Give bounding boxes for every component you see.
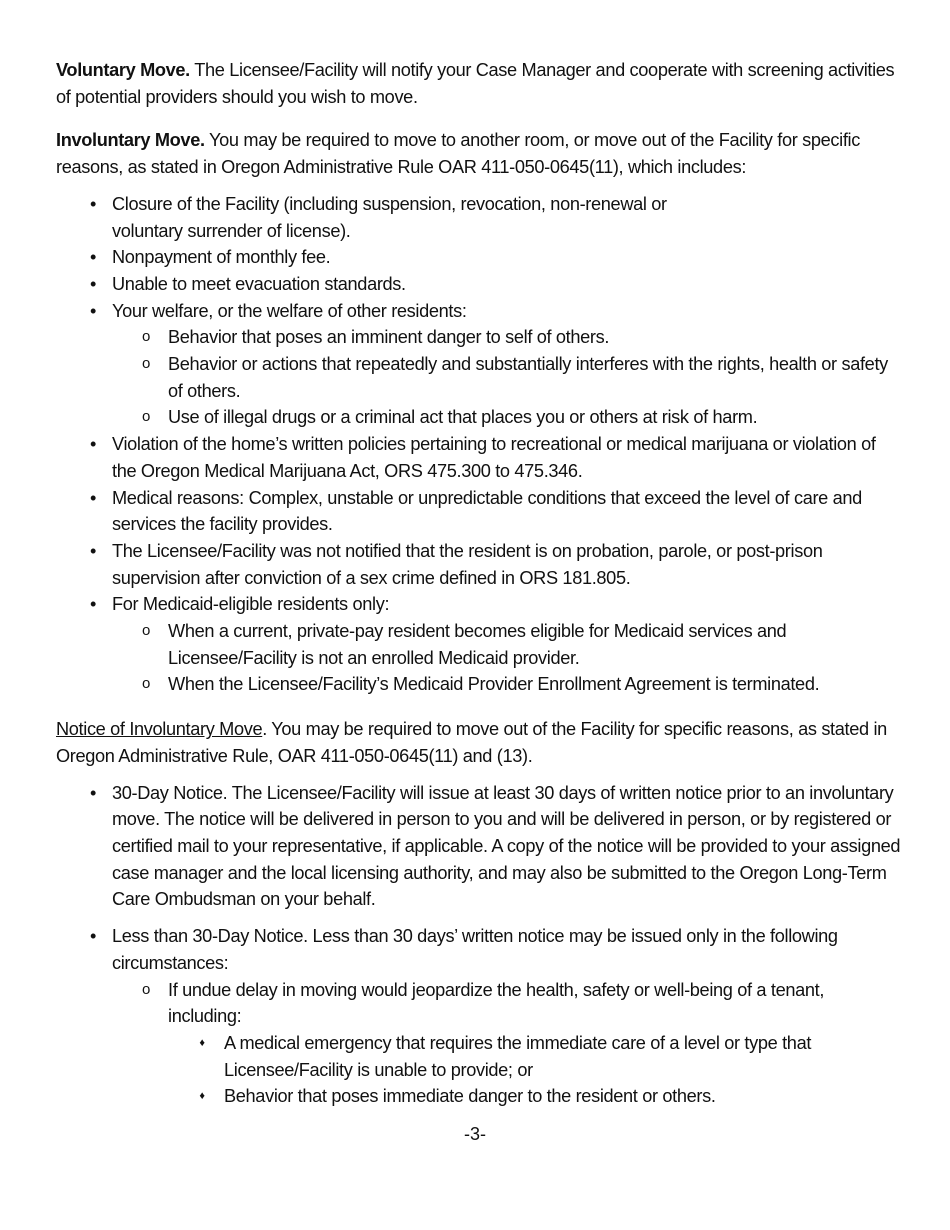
bullet-icon: •: [89, 434, 97, 455]
list-item: [168, 1030, 902, 1083]
evacuation-reason: Unable to meet evacuation standards.: [112, 273, 406, 294]
list-item: [112, 404, 902, 431]
undue-delay-item: If undue delay in moving would jeopardize the health, safety or well-being of a tenant, including:: [168, 979, 825, 1027]
voluntary-move-text: The Licensee/Facility will notify your Case Manager and cooperate with screening activities of potential providers should you wish to move.: [56, 60, 895, 107]
list-item: [112, 351, 902, 404]
list-item: [56, 923, 902, 1110]
undue-delay-sublist: [168, 1030, 902, 1110]
circle-bullet-icon: o: [142, 675, 150, 693]
bullet-icon: •: [89, 594, 97, 615]
voluntary-move-heading: Voluntary Move.: [56, 60, 190, 80]
bullet-icon: •: [89, 247, 97, 268]
circle-bullet-icon: o: [142, 408, 150, 426]
notice-list: [56, 780, 902, 1110]
bullet-icon: •: [89, 300, 97, 321]
less-than-sublist: [112, 977, 902, 1111]
bullet-icon: •: [89, 193, 97, 214]
diamond-bullet-icon: ♦: [199, 1036, 205, 1049]
less-than-thirty-day-notice: Less than 30-Day Notice. Less than 30 days’ written notice may be issued only in the following circumstances:: [112, 926, 838, 973]
document-page: [56, 57, 902, 1110]
voluntary-move-paragraph: [56, 57, 902, 110]
medical-reason: Medical reasons: Complex, unstable or unpredictable conditions that exceed the level of care and services the facility provides.: [112, 487, 862, 535]
bullet-icon: •: [89, 926, 97, 947]
welfare-reason: Your welfare, or the welfare of other residents:: [112, 300, 467, 321]
list-item: [112, 618, 902, 671]
bullet-icon: •: [89, 782, 97, 803]
list-item: [168, 1083, 902, 1110]
circle-bullet-icon: o: [142, 622, 150, 640]
list-item: [112, 324, 902, 351]
page-number: -3-: [464, 1124, 486, 1144]
nonpayment-reason: Nonpayment of monthly fee.: [112, 247, 331, 268]
diamond-bullet-icon: ♦: [199, 1090, 205, 1103]
circle-bullet-icon: o: [142, 355, 150, 373]
circle-bullet-icon: o: [142, 980, 150, 998]
list-item: [56, 191, 902, 244]
list-item: [56, 271, 902, 298]
list-item: [56, 485, 902, 538]
medicaid-reason: For Medicaid-eligible residents only:: [112, 594, 390, 615]
notice-paragraph: [56, 716, 902, 769]
circle-bullet-icon: o: [142, 328, 150, 346]
list-item: [56, 431, 902, 484]
probation-reason: The Licensee/Facility was not notified that the resident is on probation, parole, or post-prison supervision after conviction of a sex crime defined in ORS 181.805.: [112, 540, 823, 588]
bullet-icon: •: [89, 540, 97, 561]
notice-text: . You may be required to move out of the Facility for specific reasons, as stated in Oregon Administrative Rule, OAR 411-050-0645(11) and (13).: [56, 719, 887, 766]
closure-reason: Closure of the Facility (including suspension, revocation, non-renewal or voluntary surrender of license).: [112, 193, 667, 241]
list-item: [56, 591, 902, 698]
list-item: [56, 298, 902, 432]
list-item: [56, 244, 902, 271]
medicaid-sub-item: When a current, private-pay resident becomes eligible for Medicaid services and Licensee/Facility is not an enrolled Medicaid provider.: [168, 621, 787, 668]
involuntary-move-heading: Involuntary Move.: [56, 130, 205, 151]
medicaid-sub-item: When the Licensee/Facility’s Medicaid Provider Enrollment Agreement is terminated.: [168, 674, 820, 695]
list-item: [112, 671, 902, 698]
marijuana-reason: Violation of the home’s written policies pertaining to recreational or medical marijuana or violation of the Oregon Medical Marijuana Act, ORS 475.300 to 475.346.: [112, 434, 876, 481]
involuntary-move-paragraph: [56, 127, 902, 180]
list-item: [56, 780, 902, 914]
undue-sub-item: A medical emergency that requires the immediate care of a level or type that Licensee/Facility is unable to provide; or: [224, 1032, 812, 1080]
involuntary-reasons-list: [56, 191, 902, 698]
welfare-sub-item: Behavior or actions that repeatedly and substantially interferes with the rights, health or safety of others.: [168, 354, 888, 401]
welfare-sublist: [112, 324, 902, 431]
list-item: [112, 977, 902, 1111]
undue-sub-item: Behavior that poses immediate danger to the resident or others.: [224, 1086, 716, 1107]
welfare-sub-item: Behavior that poses an imminent danger to self of others.: [168, 327, 610, 348]
involuntary-move-text: You may be required to move to another room, or move out of the Facility for specific reasons, as stated in Oregon Administrative Rule OAR 411-050-0645(11), which includes:: [56, 130, 860, 178]
bullet-icon: •: [89, 487, 97, 508]
thirty-day-notice: 30-Day Notice. The Licensee/Facility will issue at least 30 days of written notice prior to an involuntary move. The notice will be delivered in person to you and will be delivered in person, or by registered or certified mail to your representative, if applicable. A copy of the notice will be provided to your assigned case manager and the local licensing authority, and may also be submitted to the Oregon Long-Term Care Ombudsman on your behalf.: [112, 782, 901, 910]
welfare-sub-item: Use of illegal drugs or a criminal act that places you or others at risk of harm.: [168, 407, 758, 428]
bullet-icon: •: [89, 273, 97, 294]
notice-heading: Notice of Involuntary Move: [56, 719, 263, 740]
medicaid-sublist: [112, 618, 902, 698]
list-item: [56, 538, 902, 591]
